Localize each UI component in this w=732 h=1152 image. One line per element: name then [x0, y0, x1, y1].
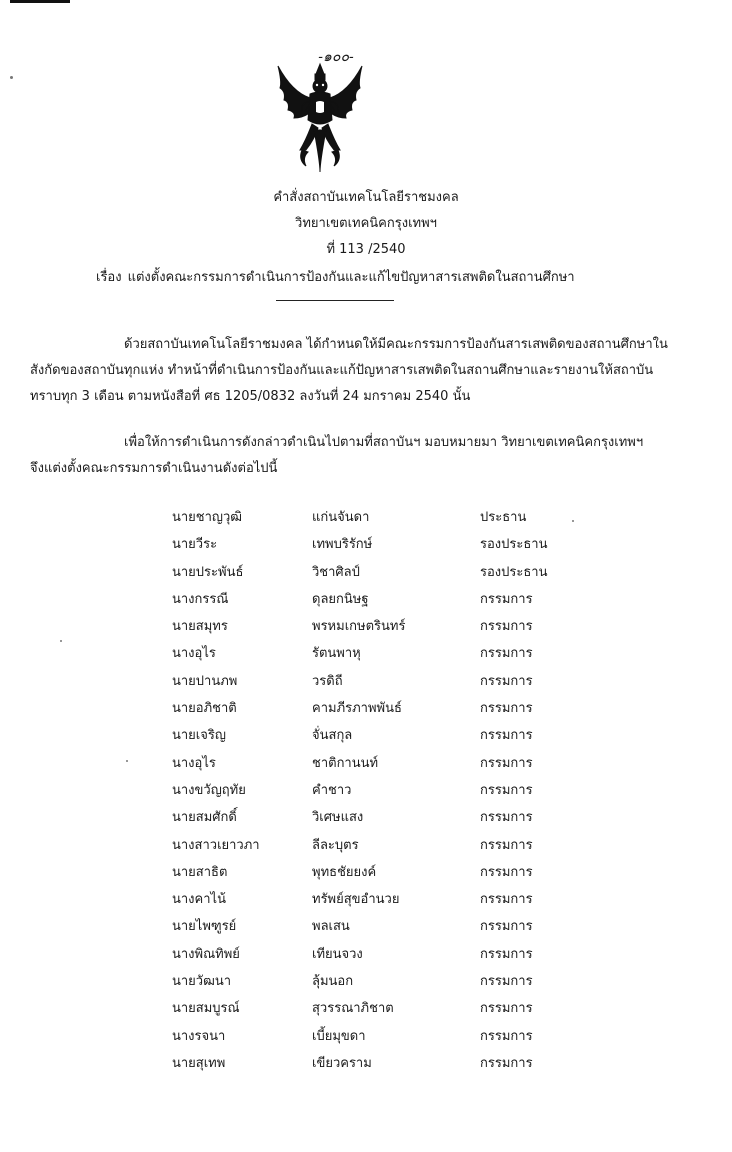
- member-first-name: นางอุไร: [172, 646, 216, 662]
- member-role: กรรมการ: [480, 673, 533, 689]
- member-first-name: นางกรรณี: [172, 591, 229, 607]
- member-role: กรรมการ: [480, 810, 533, 826]
- top-edge-mark: [10, 0, 70, 3]
- member-first-name: นายปานภพ: [172, 673, 238, 689]
- member-role: กรรมการ: [480, 728, 533, 744]
- member-role: กรรมการ: [480, 1001, 533, 1017]
- divider-line: [276, 300, 394, 301]
- member-last-name: ชาติกานนท์: [312, 755, 379, 771]
- member-last-name: ดุลยกนิษฐ: [312, 591, 369, 607]
- paragraph-line: ทราบทุก 3 เดือน ตามหนังสือที่ ศธ 1205/0832 ลงวันที่ 24 มกราคม 2540 นั้น: [30, 389, 471, 404]
- member-first-name: นายสาธิต: [172, 864, 228, 880]
- paragraph-line: จึงแต่งตั้งคณะกรรมการดำเนินงานดังต่อไปนี้: [30, 461, 278, 476]
- member-role: รองประธาน: [480, 537, 548, 553]
- member-first-name: นางอุไร: [172, 755, 216, 771]
- member-first-name: นางขวัญฤทัย: [172, 782, 246, 798]
- member-last-name: พรหมเกษตรินทร์: [312, 619, 406, 635]
- member-role: กรรมการ: [480, 837, 533, 853]
- member-first-name: นายเจริญ: [172, 728, 226, 744]
- member-first-name: นายสมบูรณ์: [172, 1001, 240, 1017]
- subject-text: แต่งตั้งคณะกรรมการดำเนินการป้องกันและแก้ไขปัญหาสารเสพติดในสถานศึกษา: [127, 270, 575, 285]
- member-last-name: ลีละบุตร: [312, 837, 359, 853]
- scan-speck: [60, 640, 62, 642]
- member-first-name: นายไพฑูรย์: [172, 919, 237, 935]
- member-first-name: นายวีระ: [172, 537, 218, 553]
- institution-title: คำสั่งสถาบันเทคโนโลยีราชมงคล: [273, 190, 459, 205]
- member-role: กรรมการ: [480, 1055, 533, 1071]
- member-first-name: นายวัฒนา: [172, 974, 232, 990]
- member-last-name: แก่นจันดา: [312, 510, 370, 525]
- member-last-name: พลเสน: [312, 919, 350, 935]
- member-last-name: รัตนพาหุ: [312, 646, 361, 662]
- member-first-name: นายชาญวุฒิ: [172, 510, 243, 525]
- page-number: -๑๐๐-: [318, 49, 354, 65]
- member-role: กรรมการ: [480, 892, 533, 908]
- member-role: กรรมการ: [480, 919, 533, 935]
- member-last-name: เทียนจวง: [312, 946, 363, 962]
- member-first-name: นายสุเทพ: [172, 1055, 226, 1071]
- member-first-name: นางพิณทิพย์: [172, 946, 240, 962]
- paragraph-intro: [30, 332, 668, 410]
- subject-label: เรื่อง: [96, 270, 122, 285]
- member-last-name: คำชาว: [312, 782, 352, 798]
- member-last-name: เขียวคราม: [312, 1055, 372, 1071]
- member-first-name: นายอภิชาติ: [172, 701, 237, 717]
- member-role: รองประธาน: [480, 564, 548, 580]
- member-last-name: พุทธชัยยงค์: [312, 864, 377, 880]
- member-last-name: ลุ้มนอก: [312, 974, 354, 990]
- scan-speck: [572, 520, 574, 522]
- member-last-name: วิเศษแสง: [312, 810, 364, 826]
- campus-title: วิทยาเขตเทคนิคกรุงเทพฯ: [295, 216, 437, 231]
- member-last-name: วิชาศิลป์: [312, 564, 360, 580]
- member-role: กรรมการ: [480, 755, 533, 771]
- member-first-name: นางรจนา: [172, 1028, 226, 1044]
- member-first-name: นายประพันธ์: [172, 564, 244, 580]
- member-last-name: วรดิถี: [312, 673, 343, 689]
- member-first-name: นางสาวเยาวภา: [172, 837, 260, 853]
- member-role: กรรมการ: [480, 591, 533, 607]
- order-number: ที่ 113 /2540: [326, 242, 406, 257]
- subject-line: [96, 266, 575, 287]
- member-last-name: เทพบริรักษ์: [312, 537, 373, 553]
- member-last-name: ทรัพย์สุขอำนวย: [312, 892, 400, 908]
- member-role: กรรมการ: [480, 1028, 533, 1044]
- member-last-name: สุวรรณาภิชาต: [312, 1001, 394, 1017]
- member-role: กรรมการ: [480, 864, 533, 880]
- member-role: กรรมการ: [480, 946, 533, 962]
- paragraph-appointment: [30, 430, 660, 482]
- paragraph-line: สังกัดของสถาบันทุกแห่ง ทำหน้าที่ดำเนินการป้องกันและแก้ปัญหาสารเสพติดในสถานศึกษาและรายงานให้สถาบัน: [30, 363, 654, 378]
- member-role: กรรมการ: [480, 701, 533, 717]
- member-last-name: คามภีรภาพพันธ์: [312, 701, 402, 717]
- paragraph-line: ด้วยสถาบันเทคโนโลยีราชมงคล ได้กำหนดให้มีคณะกรรมการป้องกันสารเสพติดของสถานศึกษาใน: [124, 337, 668, 352]
- member-role: กรรมการ: [480, 974, 533, 990]
- member-role: กรรมการ: [480, 619, 533, 635]
- member-last-name: เบี้ยมุขดา: [312, 1028, 366, 1044]
- paragraph-line: เพื่อให้การดำเนินการดังกล่าวดำเนินไปตามที่สถาบันฯ มอบหมายมา วิทยาเขตเทคนิคกรุงเทพฯ: [124, 435, 644, 450]
- scan-speck: [126, 760, 128, 762]
- member-role: ประธาน: [480, 510, 527, 525]
- member-role: กรรมการ: [480, 782, 533, 798]
- member-first-name: นายสมศักดิ์: [172, 810, 237, 826]
- scan-speck: [10, 76, 13, 79]
- member-role: กรรมการ: [480, 646, 533, 662]
- member-last-name: จั่นสกุล: [312, 728, 353, 744]
- member-first-name: นายสมุทร: [172, 619, 228, 635]
- member-first-name: นางคาไน้: [172, 892, 226, 908]
